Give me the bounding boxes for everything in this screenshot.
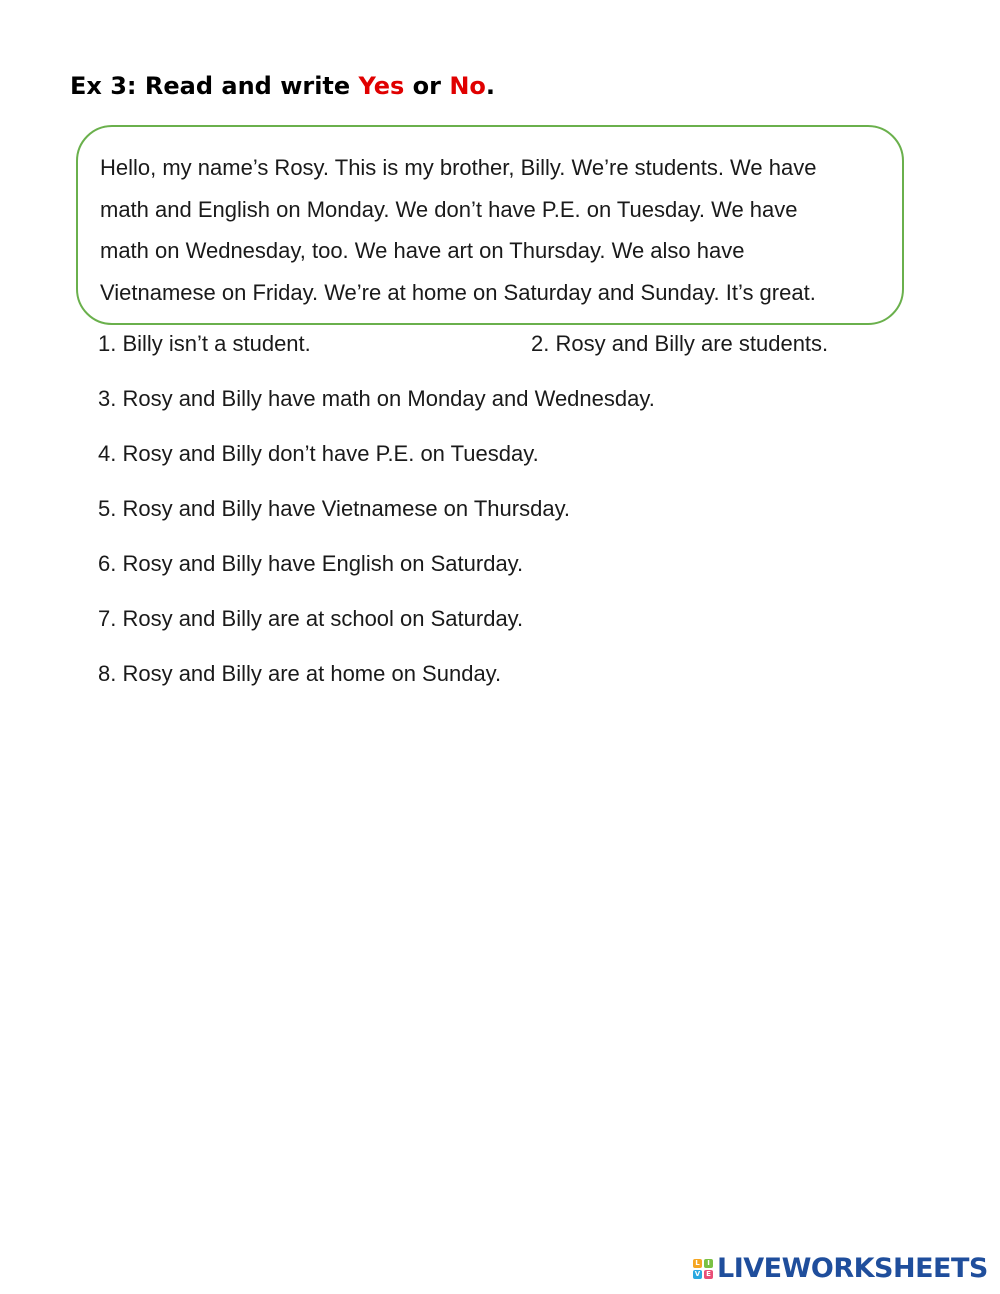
liveworksheets-logo (693, 1253, 988, 1284)
question-3: 3. Rosy and Billy have math on Monday and Wednesday. (98, 386, 655, 411)
heading-prefix: Ex 3: Read and write (70, 72, 359, 100)
liveworksheets-logo-icon (693, 1259, 713, 1279)
logo-text: LIVEWORKSHEETS (717, 1253, 988, 1284)
question-1: 1. Billy isn’t a student. (98, 331, 311, 356)
question-6: 6. Rosy and Billy have English on Saturday. (98, 551, 524, 576)
question-7: 7. Rosy and Billy are at school on Saturday. (98, 606, 524, 631)
passage-line: Hello, my name’s Rosy. This is my brother, Billy. We’re students. We have (100, 155, 817, 180)
question-5: 5. Rosy and Billy have Vietnamese on Thursday. (98, 496, 571, 521)
heading-middle: or (404, 72, 450, 100)
logo-mark-letter: E (704, 1270, 713, 1279)
heading-suffix: . (485, 72, 496, 100)
reading-passage-box (76, 125, 904, 325)
passage-line: Vietnamese on Friday. We’re at home on Saturday and Sunday. It’s great. (100, 279, 816, 305)
question-2: 2. Rosy and Billy are students. (531, 331, 829, 356)
heading-no: No (449, 72, 486, 100)
heading-yes: Yes (358, 72, 405, 100)
exercise-heading (70, 72, 495, 100)
logo-mark-letter: I (704, 1259, 713, 1268)
passage-line: math and English on Monday. We don’t have P.E. on Tuesday. We have (100, 196, 798, 222)
question-4: 4. Rosy and Billy don’t have P.E. on Tuesday. (98, 441, 539, 466)
question-8: 8. Rosy and Billy are at home on Sunday. (98, 661, 502, 686)
logo-mark-letter: L (693, 1259, 702, 1268)
passage-line: math on Wednesday, too. We have art on Thursday. We also have (100, 238, 745, 263)
logo-mark-letter: V (694, 1269, 701, 1278)
